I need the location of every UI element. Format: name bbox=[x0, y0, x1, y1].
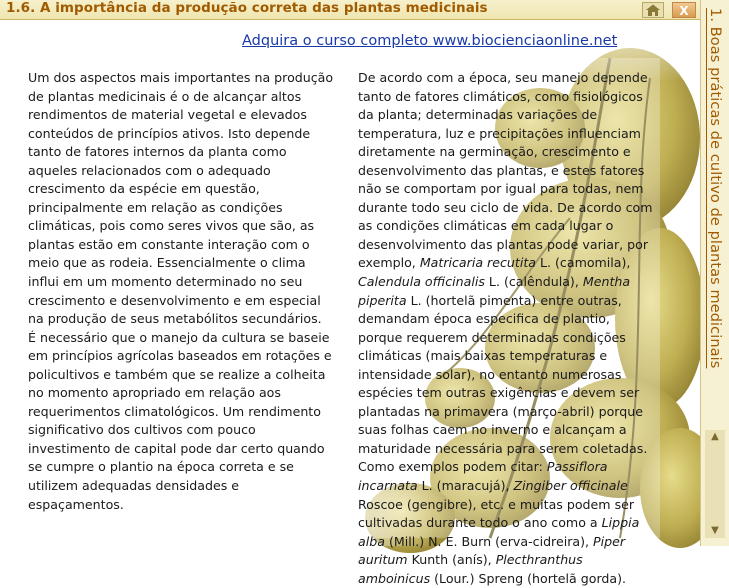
home-button[interactable] bbox=[642, 2, 664, 18]
right-paragraph bbox=[358, 69, 658, 588]
left-text-column bbox=[28, 69, 338, 514]
text-span: De acordo com a época, seu manejo depende tanto de fatores climáticos, como fisiológicos da planta; determinadas variações de temperatura, luz e precipitações influenciam diretamente na germinação, crescimento e desenvolvimento das plantas, e estes fatores não se comportam por igual para todas, nem durante todo seu ciclo de vida. De acordo com as condições climáticas em cada lugar o desenvolvimento das plantas pode variar, por exemplo, bbox=[358, 70, 653, 271]
course-link[interactable]: Adquira o curso completo www.biocienciaonline.net bbox=[242, 33, 618, 49]
page-title: 1.6. A importância da produção correta das plantas medicinais bbox=[6, 0, 488, 16]
chapter-sidebar bbox=[700, 0, 729, 546]
title-bar bbox=[0, 0, 700, 20]
left-paragraph-2: É necessário que o manejo da cultura se baseie em princípios agrícolas baseados em rotações e policultivos e também que se realize a colheita no momento apropriado em relação aos requerimentos climatológicos. Um rendimento significativo dos cultivos com pouco investimento de capital pode dar certo quando se cumpre o plantio na época correta e se utilizem adequadas densidades e espaçamentos. bbox=[28, 329, 332, 512]
scroll-down-arrow-icon[interactable]: ▼ bbox=[711, 525, 719, 536]
species-name: Piper auritum bbox=[358, 533, 626, 568]
species-name: Lippia alba bbox=[358, 515, 640, 549]
chapter-title-vertical[interactable]: 1. Boas práticas de cultivo de plantas medicinais bbox=[707, 8, 723, 369]
text-span: Kunth (anís), bbox=[407, 552, 496, 568]
text-span: Roscoe (gengibre), etc. e muitas podem ser cultivadas durante todo o ano como a bbox=[358, 496, 635, 531]
home-icon bbox=[642, 2, 664, 18]
text-span: L. (maracujá), bbox=[417, 478, 514, 494]
scroll-up-arrow-icon[interactable]: ▲ bbox=[711, 431, 719, 442]
text-span: L. (hortelã pimenta) entre outras, demandam época especifica de plantio, porque requerem determinadas condições climáticas (mais baixas temperaturas e intensidade solar), no entanto numerosas espécies tem outras exigências e devem ser plantadas na primavera (março-abril) porque suas folhas caem no inverno e alcançam a maturidade necessária para serem coletadas. Como exemplos podem citar: bbox=[358, 292, 648, 475]
species-name: Mentha piperita bbox=[358, 274, 631, 308]
species-name: Plecthranthus amboinicus bbox=[358, 552, 583, 586]
species-name: Matricaria recutita bbox=[419, 255, 536, 271]
text-span: L. (camomila), bbox=[535, 255, 631, 271]
text-span: (Mill.) N. E. Burn (erva-cidreira), bbox=[384, 533, 594, 549]
species-name: Zingiber officinale bbox=[513, 478, 628, 494]
species-name: Calendula officinalis bbox=[358, 274, 485, 290]
sidebar-scrollbar[interactable] bbox=[705, 430, 725, 538]
right-text-column bbox=[358, 69, 658, 588]
left-paragraph-1: Um dos aspectos mais importantes na produção de plantas medicinais é o de alcançar altos rendimentos de material vegetal e elevados conteúdos de princípios ativos. Isto depende tanto de fatores internos da planta como aqueles relacionados com o adequado crescimento da espécie em questão, principalmente em relação as condições climáticas, pois como seres vivos que são, as plantas estão em constante interação com o meio que as rodeia. Essencialmente o clima influi em um momento determinado no seu crescimento e desenvolvimento e em especial na produção de seus metabólitos secundários. bbox=[28, 70, 334, 327]
text-span: L. (calêndula), bbox=[484, 274, 583, 290]
species-name: Passiflora incarnata bbox=[358, 459, 608, 494]
close-button[interactable]: X bbox=[672, 2, 696, 18]
text-span: (Lour.) Spreng (hortelã gorda). bbox=[430, 570, 627, 586]
